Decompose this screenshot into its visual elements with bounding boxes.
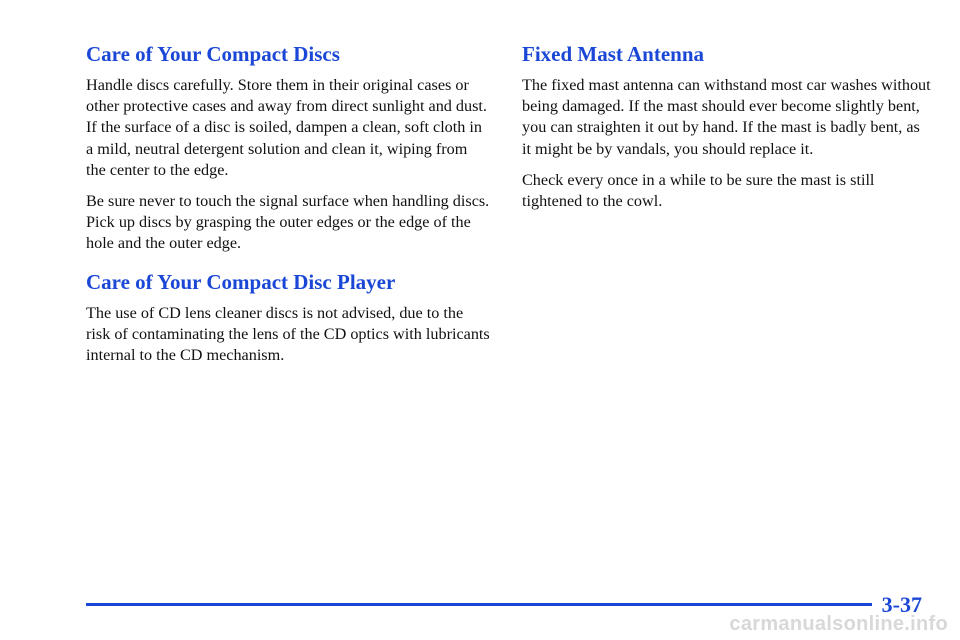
paragraph-antenna-car-washes: The fixed mast antenna can withstand most car washes without being damaged. If the mast should ever become slightly bent, you can straighten it out by hand. If the mast is badly bent, as it might be by vandals, you should replace it. <box>522 76 931 158</box>
paragraph-lens-cleaner: The use of CD lens cleaner discs is not advised, due to the risk of contaminating the lens of the CD optics with lubricants internal to the CD mechanism. <box>86 303 490 365</box>
section-heading-compact-discs: Care of Your Compact Discs <box>86 42 340 66</box>
paragraph-handle-discs: Handle discs carefully. Store them in their original cases or other protective cases and away from direct sunlight and dust. If the surface of a disc is soiled, dampen a clean, soft cloth in a mild, neutral detergent solution and clean it, wiping from the center to the edge. <box>86 76 487 179</box>
paragraph-antenna-check: Check every once in a while to be sure the mast is still tightened to the cowl. <box>522 170 875 211</box>
watermark: carmanualsonline.info <box>729 613 948 635</box>
section-heading-compact-disc-player: Care of Your Compact Disc Player <box>86 269 396 294</box>
paragraph-signal-surface: Be sure never to touch the signal surface when handling discs. Pick up discs by grasping the outer edges or the edge of the hole and the outer edge. <box>86 192 490 253</box>
footer-divider <box>86 603 872 606</box>
left-column <box>86 40 490 376</box>
page-number: 3-37 <box>881 592 922 617</box>
right-column <box>522 40 932 222</box>
section-heading-fixed-mast-antenna: Fixed Mast Antenna <box>522 42 705 66</box>
